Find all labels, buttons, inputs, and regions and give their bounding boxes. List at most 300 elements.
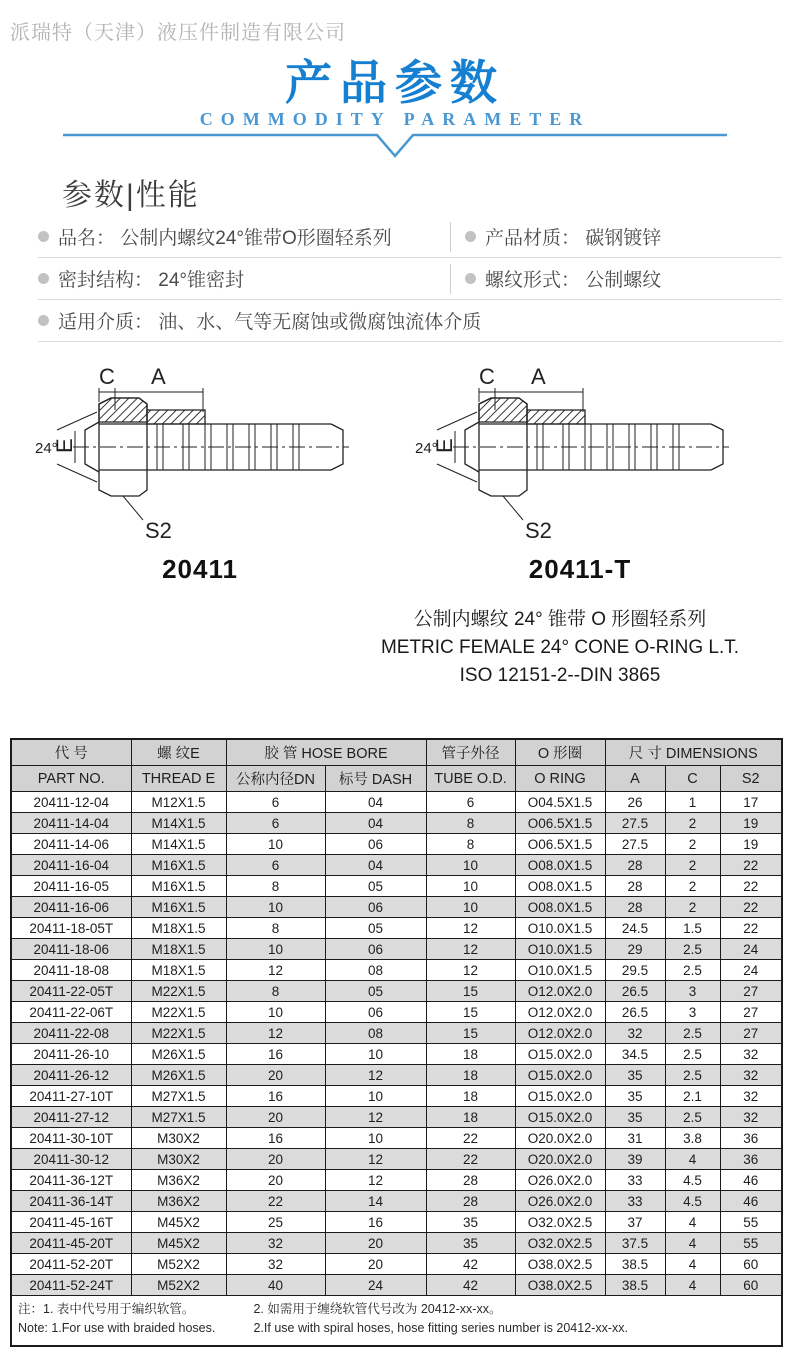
table-cell: 16 <box>226 1086 325 1107</box>
table-row <box>11 1086 782 1107</box>
table-cell: 20411-26-12 <box>11 1065 131 1086</box>
table-cell: 10 <box>226 939 325 960</box>
table-cell: 2 <box>665 876 720 897</box>
page-title: 产品参数 <box>285 56 505 109</box>
header-part-no-cn: 代 号 <box>11 739 131 766</box>
dim-label-angle: 24° <box>35 440 58 457</box>
header-hose-bore: 胶 管 HOSE BORE <box>226 739 426 766</box>
table-cell: M18X1.5 <box>131 960 226 981</box>
product-title-iso: ISO 12151-2--DIN 3865 <box>459 665 661 686</box>
table-cell: 6 <box>426 792 515 813</box>
table-cell: 4.5 <box>665 1170 720 1191</box>
table-cell: O15.0X2.0 <box>515 1086 605 1107</box>
dim-label-a: A <box>531 364 546 389</box>
table-cell: 32 <box>226 1233 325 1254</box>
table-cell: 04 <box>325 855 426 876</box>
table-cell: O10.0X1.5 <box>515 960 605 981</box>
table-cell: O20.0X2.0 <box>515 1149 605 1170</box>
table-cell: 10 <box>325 1086 426 1107</box>
fitting-drawing-icon <box>35 352 365 547</box>
table-cell: 10 <box>426 897 515 918</box>
table-cell: 8 <box>426 834 515 855</box>
spec-text: 适用介质： 油、水、气等无腐蚀或微腐蚀流体介质 <box>58 312 482 333</box>
table-cell: M52X2 <box>131 1254 226 1275</box>
table-cell: M16X1.5 <box>131 855 226 876</box>
bullet-icon <box>465 273 476 284</box>
table-cell: 2 <box>665 834 720 855</box>
spec-text: 品名： 公制内螺纹24°锥带O形圈轻系列 <box>58 228 392 249</box>
table-row <box>11 1128 782 1149</box>
table-cell: 40 <box>226 1275 325 1296</box>
spec-text: 产品材质： 碳钢镀锌 <box>485 228 662 249</box>
table-cell: 22 <box>720 855 782 876</box>
spec-cell-thread-form <box>465 265 661 292</box>
table-cell: 18 <box>426 1044 515 1065</box>
table-cell: O12.0X2.0 <box>515 981 605 1002</box>
column-divider <box>450 264 451 294</box>
table-cell: 22 <box>720 876 782 897</box>
table-cell: 20 <box>325 1254 426 1275</box>
table-cell: 35 <box>605 1107 665 1128</box>
dim-label-s2: S2 <box>525 518 552 543</box>
table-cell: 20411-26-10 <box>11 1044 131 1065</box>
table-cell: 29 <box>605 939 665 960</box>
table-cell: M22X1.5 <box>131 1023 226 1044</box>
table-row <box>11 792 782 813</box>
table-cell: 32 <box>720 1107 782 1128</box>
spec-cell-seal <box>38 265 450 292</box>
table-header-row-1 <box>11 739 782 766</box>
table-cell: M30X2 <box>131 1149 226 1170</box>
note-line-cn <box>18 1300 775 1319</box>
table-row <box>11 1107 782 1128</box>
note-cn-2: 2. 如需用于缠绕软管代号改为 20412-xx-xx。 <box>253 1302 502 1316</box>
table-cell: 20411-52-24T <box>11 1275 131 1296</box>
table-cell: 17 <box>720 792 782 813</box>
dim-label-c: C <box>479 364 495 389</box>
table-cell: M12X1.5 <box>131 792 226 813</box>
table-row <box>11 1275 782 1296</box>
table-cell: 20411-14-06 <box>11 834 131 855</box>
table-cell: 35 <box>426 1212 515 1233</box>
table-cell: 28 <box>605 876 665 897</box>
table-cell: 20411-16-05 <box>11 876 131 897</box>
table-row <box>11 1170 782 1191</box>
table-cell: 04 <box>325 813 426 834</box>
table-row <box>11 834 782 855</box>
drawing-caption: 20411-T <box>528 554 632 584</box>
table-cell: O26.0X2.0 <box>515 1170 605 1191</box>
table-row <box>11 939 782 960</box>
table-cell: M22X1.5 <box>131 1002 226 1023</box>
dim-label-e: E <box>432 438 457 453</box>
table-cell: M30X2 <box>131 1128 226 1149</box>
header-dim-c: C <box>665 766 720 792</box>
table-cell: 3 <box>665 981 720 1002</box>
product-title-en: METRIC FEMALE 24° CONE O-RING L.T. <box>380 637 740 658</box>
table-cell: 27 <box>720 1002 782 1023</box>
table-cell: 20411-45-16T <box>11 1212 131 1233</box>
note-en-1: Note: 1.For use with braided hoses. <box>18 1321 216 1336</box>
table-cell: 2.1 <box>665 1086 720 1107</box>
table-cell: 05 <box>325 981 426 1002</box>
table-cell: M22X1.5 <box>131 981 226 1002</box>
table-cell: 6 <box>226 792 325 813</box>
table-cell: 05 <box>325 876 426 897</box>
table-cell: 06 <box>325 939 426 960</box>
table-cell: 36 <box>720 1128 782 1149</box>
product-title-cn: 公制内螺纹 24° 锥带 O 形圈轻系列 <box>413 609 707 630</box>
table-cell: M14X1.5 <box>131 834 226 855</box>
table-cell: 20411-30-12 <box>11 1149 131 1170</box>
table-cell: 05 <box>325 918 426 939</box>
table-cell: 20411-27-12 <box>11 1107 131 1128</box>
table-cell: 22 <box>720 897 782 918</box>
fitting-drawing-icon <box>415 352 745 547</box>
table-row <box>11 813 782 834</box>
table-cell: 20411-18-08 <box>11 960 131 981</box>
table-cell: 16 <box>325 1212 426 1233</box>
spec-cell-material <box>465 223 661 250</box>
table-cell: O06.5X1.5 <box>515 813 605 834</box>
spec-row-1 <box>38 216 782 258</box>
table-cell: 2.5 <box>665 939 720 960</box>
spec-cell-media <box>38 307 782 334</box>
table-cell: 20411-36-12T <box>11 1170 131 1191</box>
table-cell: O10.0X1.5 <box>515 939 605 960</box>
dim-label-angle: 24° <box>415 440 438 457</box>
table-cell: 19 <box>720 834 782 855</box>
table-cell: 26.5 <box>605 981 665 1002</box>
table-cell: O20.0X2.0 <box>515 1128 605 1149</box>
table-row <box>11 960 782 981</box>
table-cell: 10 <box>226 1002 325 1023</box>
table-cell: 33 <box>605 1170 665 1191</box>
technical-drawings <box>0 352 790 602</box>
table-cell: 38.5 <box>605 1275 665 1296</box>
table-cell: 2.5 <box>665 1023 720 1044</box>
header-thread-cn: 螺 纹E <box>131 739 226 766</box>
table-notes-row <box>11 1296 782 1346</box>
table-cell: 06 <box>325 1002 426 1023</box>
header-tube-od-cn: 管子外径 <box>426 739 515 766</box>
table-cell: 35 <box>605 1065 665 1086</box>
table-cell: 16 <box>226 1128 325 1149</box>
table-cell: 15 <box>426 1023 515 1044</box>
table-cell: 20411-36-14T <box>11 1191 131 1212</box>
table-cell: 12 <box>426 939 515 960</box>
table-cell: 2 <box>665 813 720 834</box>
bullet-icon <box>38 231 49 242</box>
table-row <box>11 918 782 939</box>
section-heading: 参数|性能 <box>62 179 200 212</box>
table-cell: 22 <box>426 1128 515 1149</box>
table-cell: 25 <box>226 1212 325 1233</box>
table-cell: 20411-27-10T <box>11 1086 131 1107</box>
table-cell: 42 <box>426 1254 515 1275</box>
table-cell: 28 <box>426 1191 515 1212</box>
note-cn-1: 注：1. 表中代号用于编织软管。 <box>18 1302 195 1316</box>
bullet-icon <box>38 315 49 326</box>
table-cell: 06 <box>325 897 426 918</box>
table-cell: O04.5X1.5 <box>515 792 605 813</box>
table-cell: O08.0X1.5 <box>515 855 605 876</box>
table-cell: 22 <box>426 1149 515 1170</box>
table-cell: M16X1.5 <box>131 897 226 918</box>
table-cell: 28 <box>605 855 665 876</box>
table-cell: 2.5 <box>665 1065 720 1086</box>
table-row <box>11 1044 782 1065</box>
note-line-en <box>18 1319 775 1338</box>
table-cell: 34.5 <box>605 1044 665 1065</box>
table-cell: 04 <box>325 792 426 813</box>
table-cell: 18 <box>426 1107 515 1128</box>
table-cell: 20411-18-05T <box>11 918 131 939</box>
table-row <box>11 855 782 876</box>
table-cell: 27.5 <box>605 834 665 855</box>
table-cell: 28 <box>426 1170 515 1191</box>
table-cell: M45X2 <box>131 1212 226 1233</box>
table-cell: 08 <box>325 1023 426 1044</box>
column-divider <box>450 222 451 252</box>
table-cell: O32.0X2.5 <box>515 1212 605 1233</box>
dim-label-c: C <box>99 364 115 389</box>
table-cell: 3 <box>665 1002 720 1023</box>
table-cell: O38.0X2.5 <box>515 1275 605 1296</box>
table-cell: 20411-16-04 <box>11 855 131 876</box>
drawing-caption: 20411 <box>162 554 238 584</box>
table-cell: O38.0X2.5 <box>515 1254 605 1275</box>
table-row <box>11 1254 782 1275</box>
drawing-20411-T <box>415 352 745 585</box>
table-cell: 10 <box>426 876 515 897</box>
table-cell: 6 <box>226 855 325 876</box>
header-dimensions: 尺 寸 DIMENSIONS <box>605 739 782 766</box>
table-notes-cell <box>11 1296 782 1346</box>
table-cell: 27 <box>720 981 782 1002</box>
table-cell: 2.5 <box>665 1044 720 1065</box>
table-cell: O26.0X2.0 <box>515 1191 605 1212</box>
table-cell: 8 <box>226 918 325 939</box>
dim-label-a: A <box>151 364 166 389</box>
table-cell: 20411-45-20T <box>11 1233 131 1254</box>
header-thread: THREAD E <box>131 766 226 792</box>
table-cell: 20 <box>325 1233 426 1254</box>
spec-text: 密封结构： 24°锥密封 <box>58 270 245 291</box>
table-cell: 8 <box>226 981 325 1002</box>
bullet-icon <box>465 231 476 242</box>
table-cell: 12 <box>325 1170 426 1191</box>
table-cell: 1 <box>665 792 720 813</box>
table-cell: 1.5 <box>665 918 720 939</box>
spec-row-3 <box>38 300 782 342</box>
table-cell: 20411-52-20T <box>11 1254 131 1275</box>
table-cell: 12 <box>226 1023 325 1044</box>
table-cell: 08 <box>325 960 426 981</box>
table-row <box>11 1002 782 1023</box>
table-cell: 12 <box>325 1107 426 1128</box>
table-row <box>11 897 782 918</box>
table-cell: 6 <box>226 813 325 834</box>
table-cell: 42 <box>426 1275 515 1296</box>
table-cell: 16 <box>226 1044 325 1065</box>
table-row <box>11 1065 782 1086</box>
table-cell: 10 <box>325 1044 426 1065</box>
table-cell: M36X2 <box>131 1191 226 1212</box>
table-cell: M26X1.5 <box>131 1044 226 1065</box>
spec-grid <box>38 216 782 342</box>
table-cell: O08.0X1.5 <box>515 897 605 918</box>
table-cell: 10 <box>226 834 325 855</box>
table-cell: 32 <box>226 1254 325 1275</box>
table-header-row-2 <box>11 766 782 792</box>
table-cell: 15 <box>426 981 515 1002</box>
header-part-no: PART NO. <box>11 766 131 792</box>
table-cell: 19 <box>720 813 782 834</box>
table-cell: 31 <box>605 1128 665 1149</box>
spec-text: 螺纹形式： 公制螺纹 <box>485 270 662 291</box>
table-cell: 4.5 <box>665 1191 720 1212</box>
table-cell: 4 <box>665 1149 720 1170</box>
page-subtitle: COMMODITY PARAMETER <box>199 109 591 129</box>
table-cell: 20411-22-06T <box>11 1002 131 1023</box>
spec-row-2 <box>38 258 782 300</box>
table-cell: M18X1.5 <box>131 939 226 960</box>
table-cell: 2 <box>665 897 720 918</box>
header-o-ring: O RING <box>515 766 605 792</box>
table-cell: 26 <box>605 792 665 813</box>
table-cell: 12 <box>426 960 515 981</box>
table-cell: M36X2 <box>131 1170 226 1191</box>
table-cell: 10 <box>325 1128 426 1149</box>
table-cell: 8 <box>426 813 515 834</box>
table-cell: 24 <box>325 1275 426 1296</box>
table-row <box>11 1149 782 1170</box>
table-cell: 27 <box>720 1023 782 1044</box>
table-cell: M18X1.5 <box>131 918 226 939</box>
table-cell: M52X2 <box>131 1275 226 1296</box>
table-cell: 2 <box>665 855 720 876</box>
dim-label-s2: S2 <box>145 518 172 543</box>
table-cell: M45X2 <box>131 1233 226 1254</box>
table-cell: 55 <box>720 1233 782 1254</box>
table-cell: 37 <box>605 1212 665 1233</box>
table-cell: 20411-30-10T <box>11 1128 131 1149</box>
table-cell: 32 <box>720 1086 782 1107</box>
table-cell: O06.5X1.5 <box>515 834 605 855</box>
title-divider <box>0 132 790 162</box>
table-cell: 18 <box>426 1086 515 1107</box>
table-cell: 4 <box>665 1212 720 1233</box>
table-cell: 20411-22-08 <box>11 1023 131 1044</box>
table-cell: 35 <box>605 1086 665 1107</box>
table-cell: 20411-16-06 <box>11 897 131 918</box>
header-o-ring-cn: O 形圈 <box>515 739 605 766</box>
table-cell: 29.5 <box>605 960 665 981</box>
spec-table <box>10 738 783 1347</box>
table-cell: 4 <box>665 1254 720 1275</box>
header-dn: 公称内径DN <box>226 766 325 792</box>
table-cell: 38.5 <box>605 1254 665 1275</box>
table-cell: 33 <box>605 1191 665 1212</box>
table-cell: 24 <box>720 960 782 981</box>
table-cell: 39 <box>605 1149 665 1170</box>
table-cell: 37.5 <box>605 1233 665 1254</box>
spec-cell-name <box>38 223 450 250</box>
table-cell: 2.5 <box>665 1107 720 1128</box>
table-cell: 20 <box>226 1065 325 1086</box>
table-row <box>11 981 782 1002</box>
table-cell: 32 <box>720 1044 782 1065</box>
header-dim-a: A <box>605 766 665 792</box>
table-cell: O12.0X2.0 <box>515 1002 605 1023</box>
table-cell: 14 <box>325 1191 426 1212</box>
table-cell: 27.5 <box>605 813 665 834</box>
note-en-2: 2.If use with spiral hoses, hose fitting series number is 20412-xx-xx. <box>253 1321 628 1336</box>
table-cell: O32.0X2.5 <box>515 1233 605 1254</box>
table-cell: M26X1.5 <box>131 1065 226 1086</box>
table-cell: 20 <box>226 1107 325 1128</box>
table-cell: 3.8 <box>665 1128 720 1149</box>
table-row <box>11 1191 782 1212</box>
table-row <box>11 876 782 897</box>
table-row <box>11 1023 782 1044</box>
table-row <box>11 1233 782 1254</box>
table-cell: 2.5 <box>665 960 720 981</box>
table-cell: M27X1.5 <box>131 1107 226 1128</box>
header-tube-od: TUBE O.D. <box>426 766 515 792</box>
table-cell: M27X1.5 <box>131 1086 226 1107</box>
table-cell: M16X1.5 <box>131 876 226 897</box>
table-cell: 24.5 <box>605 918 665 939</box>
table-cell: 22 <box>226 1191 325 1212</box>
product-title-block <box>330 606 790 690</box>
table-cell: 18 <box>426 1065 515 1086</box>
table-cell: 60 <box>720 1254 782 1275</box>
table-cell: M14X1.5 <box>131 813 226 834</box>
table-cell: 12 <box>226 960 325 981</box>
table-cell: 32 <box>605 1023 665 1044</box>
table-cell: 20 <box>226 1149 325 1170</box>
table-cell: 60 <box>720 1275 782 1296</box>
table-cell: 12 <box>426 918 515 939</box>
table-cell: 12 <box>325 1149 426 1170</box>
table-cell: 22 <box>720 918 782 939</box>
header-dim-s2: S2 <box>720 766 782 792</box>
table-cell: O15.0X2.0 <box>515 1107 605 1128</box>
spec-table-body <box>11 792 782 1296</box>
header-dash: 标号 DASH <box>325 766 426 792</box>
table-cell: 28 <box>605 897 665 918</box>
table-cell: 24 <box>720 939 782 960</box>
table-cell: 20411-22-05T <box>11 981 131 1002</box>
table-cell: 12 <box>325 1065 426 1086</box>
table-cell: 46 <box>720 1191 782 1212</box>
table-cell: O15.0X2.0 <box>515 1065 605 1086</box>
table-cell: 20411-18-06 <box>11 939 131 960</box>
table-cell: 4 <box>665 1275 720 1296</box>
table-cell: 4 <box>665 1233 720 1254</box>
bullet-icon <box>38 273 49 284</box>
table-cell: O08.0X1.5 <box>515 876 605 897</box>
table-cell: 20411-14-04 <box>11 813 131 834</box>
table-cell: 36 <box>720 1149 782 1170</box>
table-cell: 10 <box>226 897 325 918</box>
table-cell: 10 <box>426 855 515 876</box>
table-row <box>11 1212 782 1233</box>
table-cell: 46 <box>720 1170 782 1191</box>
table-cell: 26.5 <box>605 1002 665 1023</box>
